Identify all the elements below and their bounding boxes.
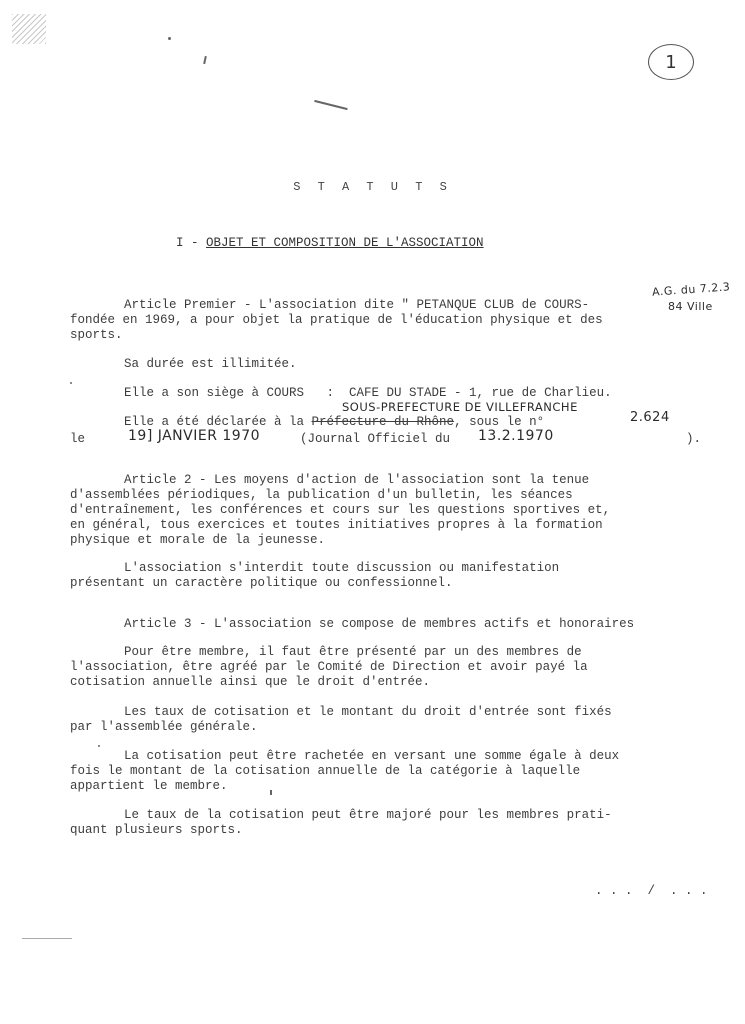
handwritten-date-2: 13.2.1970 [478, 428, 554, 444]
article-2-line-6: L'association s'interdit toute discussion ou manifestation [124, 561, 560, 575]
article-1-line-3: sports. [70, 328, 123, 342]
stray-mark [98, 745, 100, 747]
stray-mark [203, 56, 206, 64]
handwritten-date-1: 19] JANVIER 1970 [128, 428, 261, 444]
margin-note-tail: 84 Ville [668, 300, 713, 313]
journal-text: (Journal Officiel du [300, 432, 451, 446]
article-3-line-3: l'association, être agréé par le Comité de Direction et avoir payé la [70, 660, 588, 674]
article-3-line-6: par l'assemblée générale. [70, 720, 258, 734]
article-2-line-1: Article 2 - Les moyens d'action de l'association sont la tenue [124, 473, 590, 487]
seat-line: Elle a son siège à COURS : CAFE DU STADE - 1, rue de Charlieu. [124, 386, 612, 400]
article-2-line-4: en général, tous exercices et toutes initiatives propres à la formation [70, 518, 603, 532]
duration-line: Sa durée est illimitée. [124, 357, 297, 371]
stray-mark [70, 382, 72, 384]
date-label: le [70, 432, 86, 446]
section-heading-text: OBJET ET COMPOSITION DE L'ASSOCIATION [206, 236, 484, 250]
article-1-line-1: Article Premier - L'association dite " PETANQUE CLUB de COURS- [124, 298, 590, 312]
article-3-line-7: La cotisation peut être rachetée en versant une somme égale à deux [124, 749, 620, 763]
article-3-line-11: quant plusieurs sports. [70, 823, 243, 837]
stray-mark [22, 938, 72, 939]
article-2-line-5: physique et morale de la jeunesse. [70, 533, 326, 547]
margin-note: A.G. du 7.2.3 [651, 280, 731, 299]
article-3-line-2: Pour être membre, il faut être présenté par un des membres de [124, 645, 582, 659]
article-3-line-9: appartient le membre. [70, 779, 228, 793]
journal-close: ). [686, 432, 702, 446]
declaration-text-a: Elle a été déclarée à la [124, 415, 312, 429]
scan-artifact [12, 14, 46, 44]
article-3-line-1: Article 3 - L'association se compose de membres actifs et honoraires [124, 617, 635, 631]
article-2-line-3: d'entraînement, les conférences et cours sur les questions sportives et, [70, 503, 611, 517]
article-3-line-5: Les taux de cotisation et le montant du droit d'entrée sont fixés [124, 705, 612, 719]
page-number: 1 [665, 51, 677, 73]
stray-mark [168, 37, 171, 40]
section-heading [176, 236, 484, 250]
continuation-marker: . . . / . . . [595, 884, 708, 898]
handwritten-number: 2.624 [630, 410, 670, 425]
struck-prefecture: Préfecture du Rhône [311, 415, 455, 429]
article-2-line-2: d'assemblées périodiques, la publication d'un bulletin, les séances [70, 488, 573, 502]
section-heading-prefix: I - [176, 236, 207, 250]
article-1-line-2: fondée en 1969, a pour objet la pratique de l'éducation physique et des [70, 313, 603, 327]
article-3-line-8: fois le montant de la cotisation annuelle de la catégorie à laquelle [70, 764, 581, 778]
page-number-circle [648, 44, 694, 80]
article-2-line-7: présentant un caractère politique ou confessionnel. [70, 576, 453, 590]
stray-mark [270, 790, 272, 795]
handwritten-prefecture: SOUS-PREFECTURE DE VILLEFRANCHE [342, 400, 578, 414]
article-3-line-4: cotisation annuelle ainsi que le droit d'entrée. [70, 675, 431, 689]
article-3-line-10: Le taux de la cotisation peut être majoré pour les membres prati- [124, 808, 612, 822]
document-title: S T A T U T S [293, 180, 452, 194]
stray-mark [314, 100, 347, 110]
declaration-text-b: , sous le n° [454, 415, 545, 429]
